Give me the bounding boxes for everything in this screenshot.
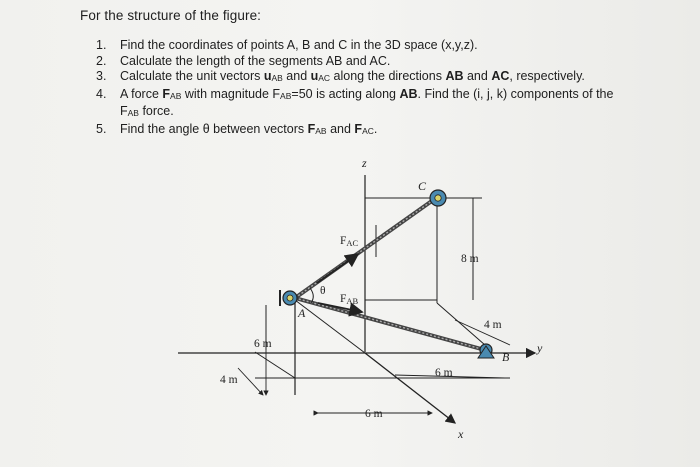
task-number: 4. <box>96 86 107 101</box>
task-number: 1. <box>96 38 107 52</box>
point-a-label: A <box>298 306 306 320</box>
dim-6m-bottom-label: 6 m <box>365 408 383 420</box>
dim-4m-right-label: 4 m <box>484 319 502 331</box>
task-text: A force FAB with magnitude FAB=50 is acting along AB. Find the (i, j, k) components of the FAB force. <box>120 86 614 118</box>
task-number: 3. <box>96 69 107 83</box>
dim-6m-left-label: 6 m <box>254 338 272 350</box>
task-text: Calculate the unit vectors uAB and uAC along the directions AB and AC, respectively. <box>120 69 585 83</box>
force-ac-arrow <box>317 254 358 283</box>
dim-4m-left-label: 4 m <box>220 374 238 386</box>
point-c-label: C <box>418 179 427 193</box>
dim-4m-right-line <box>455 320 510 345</box>
joint-b <box>478 344 494 358</box>
point-b-label: B <box>502 350 510 364</box>
task-text: Find the coordinates of points A, B and C in the 3D space (x,y,z). <box>120 38 478 52</box>
dim-6m-mid-label: 6 m <box>435 367 453 379</box>
task-number: 5. <box>96 121 107 136</box>
dim-8m-label: 8 m <box>461 253 479 265</box>
joint-c <box>430 190 446 206</box>
joint-a <box>280 290 297 306</box>
dim-4m-left-line <box>238 368 263 395</box>
problem-intro: For the structure of the figure: <box>80 8 262 23</box>
y-axis-label: y <box>537 341 543 355</box>
task-text: Calculate the length of the segments AB and AC. <box>120 53 391 68</box>
ground-line-diag <box>255 352 295 378</box>
task-number: 2. <box>96 53 107 68</box>
task-text: Find the angle θ between vectors FAB and FAC. <box>120 121 378 136</box>
z-axis-label: z <box>362 156 367 170</box>
theta-label: θ <box>320 285 326 297</box>
force-ac-label: FAC <box>340 235 359 248</box>
force-ab-label: FAB <box>340 293 359 306</box>
x-axis-label: x <box>458 427 464 441</box>
